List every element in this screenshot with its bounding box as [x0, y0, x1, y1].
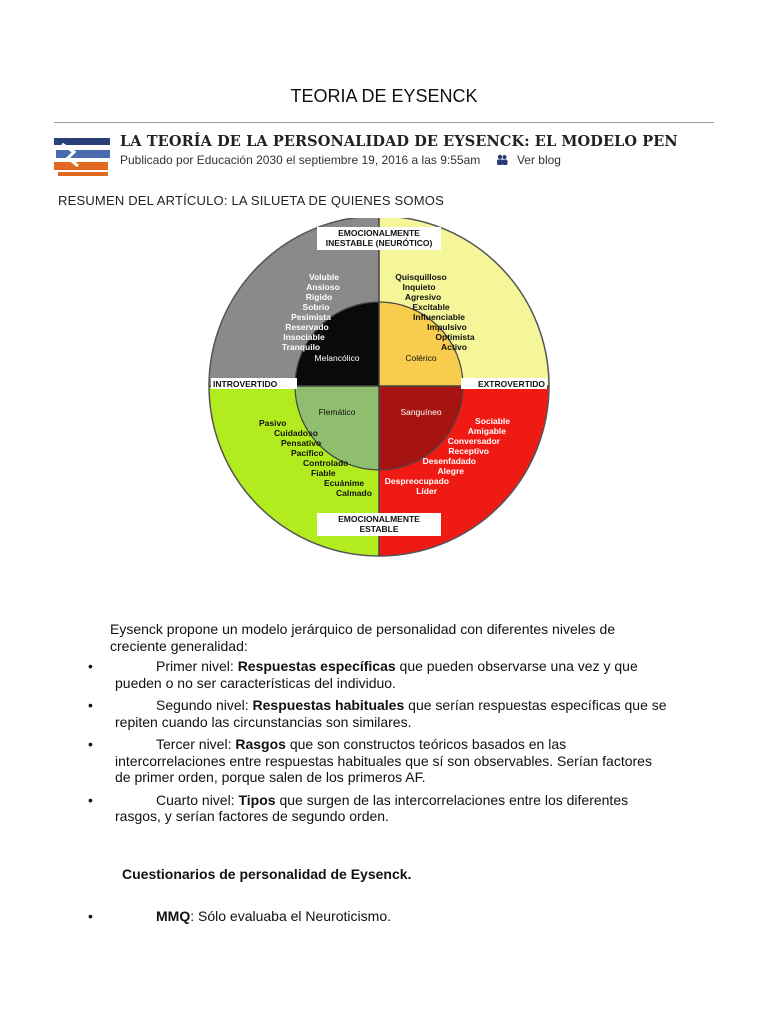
- trait-label: Inquieto: [402, 282, 436, 292]
- document-title: TEORIA DE EYSENCK: [290, 86, 478, 106]
- level-prefix: Segundo nivel:: [156, 697, 253, 713]
- view-blog-link[interactable]: Ver blog: [516, 153, 561, 167]
- level-description: que son constructos teóricos basados en las intercorrelaciones entre respuestas habituales que sí son observables. Serían factores de primer orden, porque salen de los primeros AF.: [115, 736, 652, 785]
- trait-label: Excitable: [412, 302, 450, 312]
- trait-label: Tranquilo: [281, 342, 321, 352]
- trait-label: Controlado: [303, 458, 349, 468]
- questionnaire-term: MMQ: [156, 908, 191, 924]
- trait-label: Cuidadoso: [274, 428, 318, 438]
- temperament-label: Colérico: [405, 353, 437, 363]
- intro-paragraph: Eysenck propone un modelo jerárquico de personalidad con diferentes niveles de creciente generalidad:: [110, 621, 616, 654]
- trait-label: Impulsivo: [427, 322, 467, 332]
- trait-label: Quisquilloso: [395, 272, 447, 282]
- level-term: Respuestas habituales: [252, 697, 405, 713]
- level-prefix: Primer nivel:: [156, 658, 238, 674]
- article-summary: RESUMEN DEL ARTÍCULO: LA SILUETA DE QUIENES SOMOS: [58, 193, 444, 208]
- users-icon: [496, 154, 508, 165]
- trait-label: Rígido: [305, 292, 333, 302]
- questionnaire-description: : Sólo evaluaba el Neuroticismo.: [190, 908, 391, 924]
- bottom-axis-label: ESTABLE: [359, 524, 399, 534]
- levels-list: [88, 658, 668, 831]
- temperament-label: Melancólico: [314, 353, 360, 363]
- trait-label: Fiable: [311, 468, 336, 478]
- trait-label: Amigable: [467, 426, 506, 436]
- level-description: que serían respuestas específicas que se repiten cuando las circunstancias son similares.: [115, 697, 667, 730]
- bottom-axis-label: EMOCIONALMENTE: [338, 514, 420, 524]
- header-divider: [54, 122, 714, 123]
- blog-post-title: LA TEORÍA DE LA PERSONALIDAD DE EYSENCK: EL MODELO PEN: [120, 133, 678, 150]
- trait-label: Sobrio: [302, 302, 330, 312]
- trait-label: Conversador: [447, 436, 500, 446]
- top-axis-label: INESTABLE (NEURÓTICO): [325, 238, 433, 248]
- blog-screenshot: [54, 122, 714, 562]
- trait-label: Activo: [441, 342, 467, 352]
- level-description: que surgen de las intercorrelaciones entre los diferentes rasgos, y serían factores de segundo orden.: [115, 791, 629, 824]
- level-prefix: Tercer nivel:: [156, 736, 236, 752]
- list-item: [88, 736, 668, 786]
- eysenck-temperament-diagram: [204, 218, 554, 558]
- trait-label: Desenfadado: [422, 456, 476, 466]
- level-term: Tipos: [238, 791, 276, 808]
- questionnaires-list: [88, 908, 668, 931]
- right-axis-label: EXTROVERTIDO: [477, 379, 545, 389]
- trait-label: Influenciable: [413, 312, 465, 322]
- questionnaires-heading: Cuestionarios de personalidad de Eysenck.: [122, 866, 412, 882]
- blog-post-meta: [120, 153, 561, 167]
- bullet-icon: •: [88, 791, 93, 808]
- trait-label: Optimista: [435, 332, 475, 342]
- trait-label: Reservado: [285, 322, 329, 332]
- list-item: [88, 658, 668, 691]
- trait-label: Voluble: [308, 272, 340, 282]
- list-item: [88, 908, 668, 925]
- trait-label: Pensativo: [281, 438, 322, 448]
- trait-label: Ansioso: [306, 282, 340, 292]
- blog-logo-icon: [54, 132, 110, 176]
- level-description: que pueden observarse una vez y que pueden o no ser características del individuo.: [115, 658, 638, 691]
- temperament-label: Flemático: [318, 407, 356, 417]
- trait-label: Pesimista: [291, 312, 331, 322]
- list-item: [88, 697, 668, 730]
- top-axis-label: EMOCIONALMENTE: [338, 228, 420, 238]
- level-term: Rasgos: [235, 736, 286, 752]
- trait-label: Líder: [416, 486, 437, 496]
- trait-label: Pasivo: [259, 418, 287, 428]
- bullet-icon: •: [88, 736, 93, 752]
- post-meta-text: Publicado por Educación 2030 el septiembre 19, 2016 a las 9:55am: [120, 153, 481, 167]
- bullet-icon: •: [88, 908, 93, 924]
- level-term: Respuestas específicas: [237, 658, 396, 674]
- trait-label: Calmado: [336, 488, 372, 498]
- bullet-icon: •: [88, 658, 93, 674]
- list-item: [88, 792, 668, 825]
- trait-label: Sociable: [475, 416, 510, 426]
- trait-label: Receptivo: [448, 446, 489, 456]
- trait-label: Ecuánime: [324, 478, 365, 488]
- level-prefix: Cuarto nivel:: [156, 791, 239, 808]
- left-axis-label: INTROVERTIDO: [213, 379, 278, 389]
- trait-label: Pacífico: [291, 448, 324, 458]
- trait-label: Insociable: [283, 332, 325, 342]
- trait-label: Despreocupado: [384, 476, 449, 486]
- bullet-icon: •: [88, 697, 93, 713]
- trait-label: Agresivo: [404, 292, 442, 302]
- temperament-label: Sanguíneo: [400, 407, 442, 417]
- trait-label: Alegre: [437, 466, 464, 476]
